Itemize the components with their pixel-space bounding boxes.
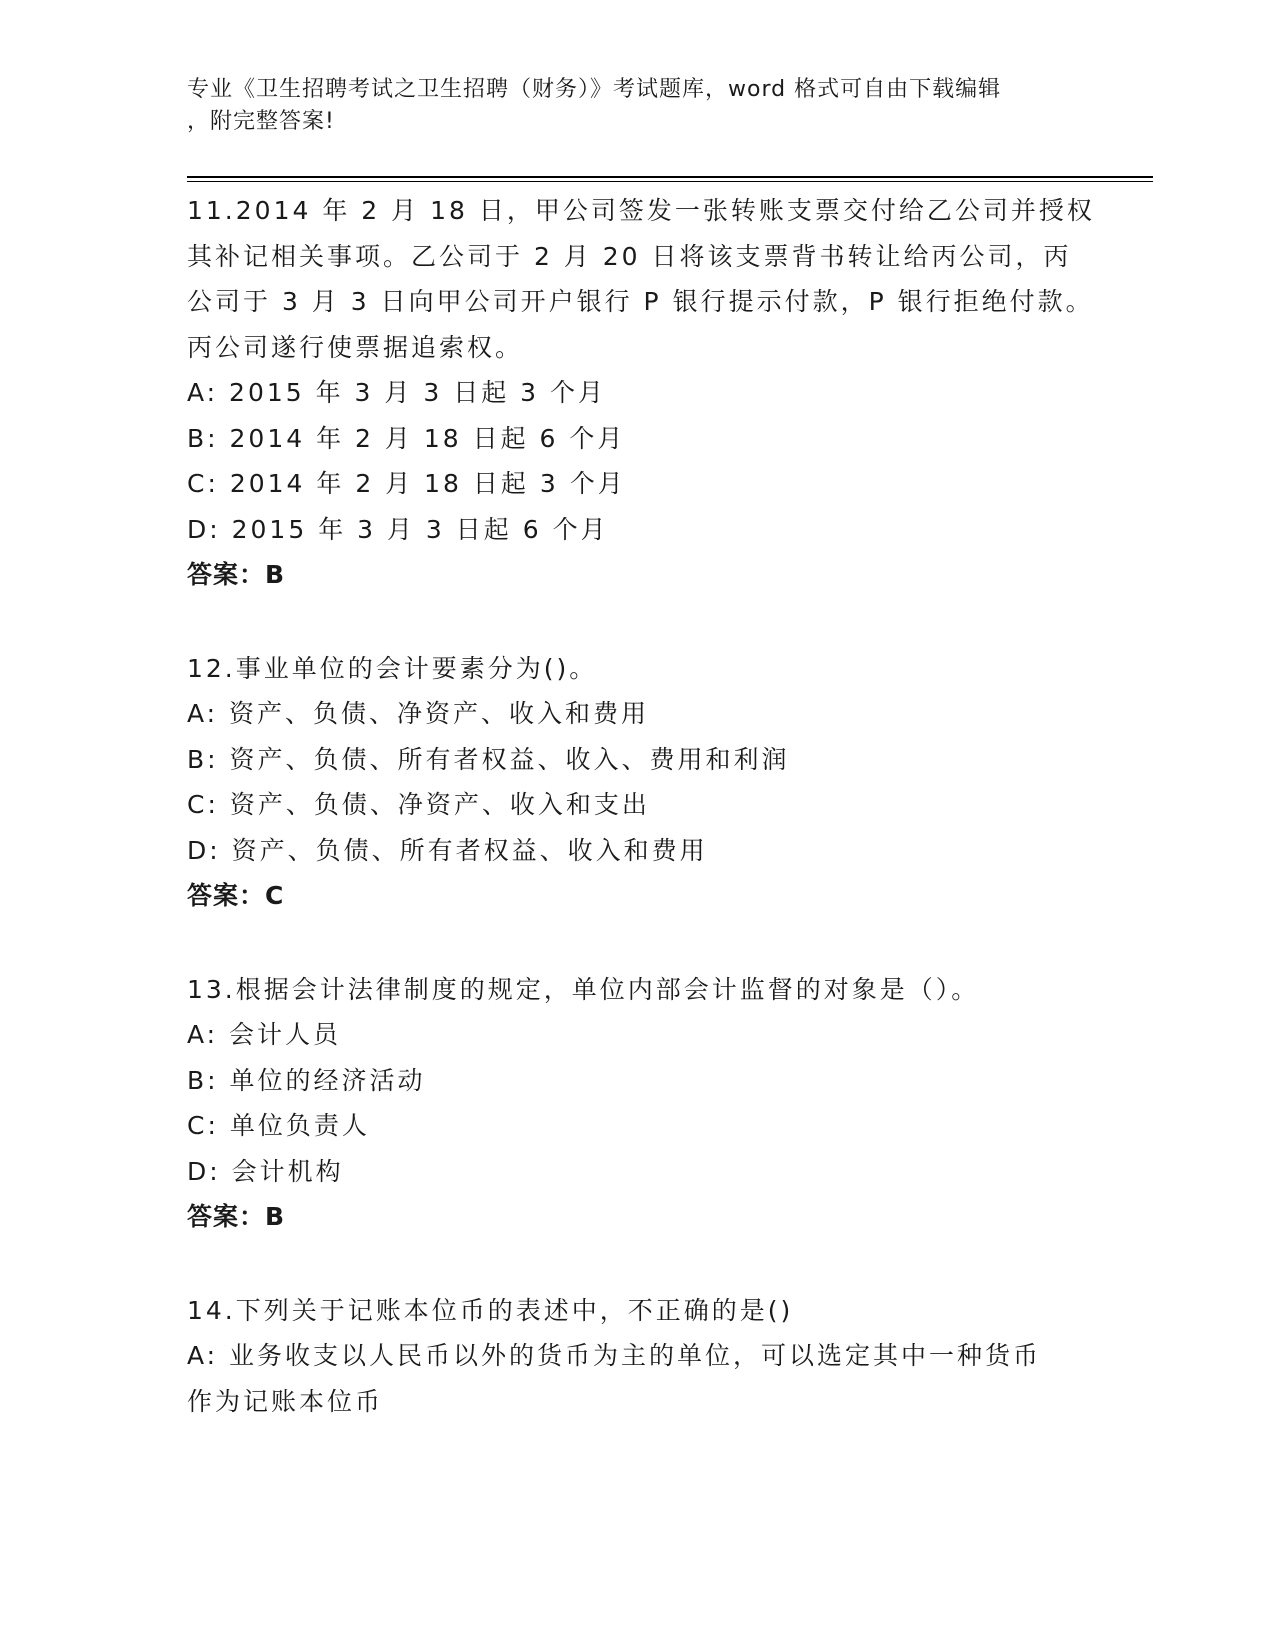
question-12 <box>187 646 1087 919</box>
answer-value: B <box>265 560 286 589</box>
question-text-line: 13.根据会计法律制度的规定，单位内部会计监督的对象是（）。 <box>187 974 980 1004</box>
option-d: D: 资产、负债、所有者权益、收入和费用 <box>187 835 708 865</box>
question-11 <box>187 188 1095 598</box>
option-d: D: 2015 年 3 月 3 日起 6 个月 <box>187 514 609 544</box>
question-list <box>187 188 1095 1472</box>
header-divider-thick <box>187 176 1153 178</box>
question-text-line: 其补记相关事项。乙公司于 2 月 20 日将该支票背书转让给丙公司，丙 <box>187 241 1072 271</box>
question-text-line: 12.事业单位的会计要素分为()。 <box>187 653 598 683</box>
option-b: B: 单位的经济活动 <box>187 1065 426 1095</box>
option-a-continued: 作为记账本位币 <box>187 1386 384 1416</box>
option-a: A: 业务收支以人民币以外的货币为主的单位，可以选定其中一种货币 <box>187 1341 1042 1370</box>
option-c: C: 2014 年 2 月 18 日起 3 个月 <box>187 469 626 498</box>
document-header: 专业《卫生招聘考试之卫生招聘（财务）》考试题库，word 格式可自由下载编辑 ，附完整答案! <box>187 77 1002 134</box>
option-c: C: 资产、负债、净资产、收入和支出 <box>187 790 650 819</box>
question-text-line: 11.2014 年 2 月 18 日，甲公司签发一张转账支票交付给乙公司并授权 <box>187 196 1095 225</box>
answer-line <box>187 1194 1087 1240</box>
question-13 <box>187 967 1087 1240</box>
option-d: D: 会计机构 <box>187 1156 344 1186</box>
option-b: B: 资产、负债、所有者权益、收入、费用和利润 <box>187 744 790 774</box>
question-text-line: 丙公司遂行使票据追索权。 <box>187 332 524 362</box>
answer-line <box>187 552 1087 598</box>
answer-label: 答案： <box>187 881 266 910</box>
option-a: A: 2015 年 3 月 3 日起 3 个月 <box>187 378 607 407</box>
answer-label: 答案： <box>187 560 266 589</box>
question-14 <box>187 1288 1087 1425</box>
option-b: B: 2014 年 2 月 18 日起 6 个月 <box>187 423 626 453</box>
answer-value: B <box>265 1202 286 1231</box>
option-a: A: 资产、负债、净资产、收入和费用 <box>187 699 650 728</box>
answer-value: C <box>265 881 285 910</box>
answer-label: 答案： <box>187 1202 266 1231</box>
option-c: C: 单位负责人 <box>187 1111 370 1140</box>
question-text-line: 14.下列关于记账本位币的表述中，不正确的是() <box>187 1295 794 1325</box>
option-a: A: 会计人员 <box>187 1020 342 1049</box>
answer-line <box>187 873 1087 919</box>
question-text-line: 公司于 3 月 3 日向甲公司开户银行 P 银行提示付款，P 银行拒绝付款。 <box>187 287 1094 316</box>
header-divider-thin <box>187 181 1153 182</box>
